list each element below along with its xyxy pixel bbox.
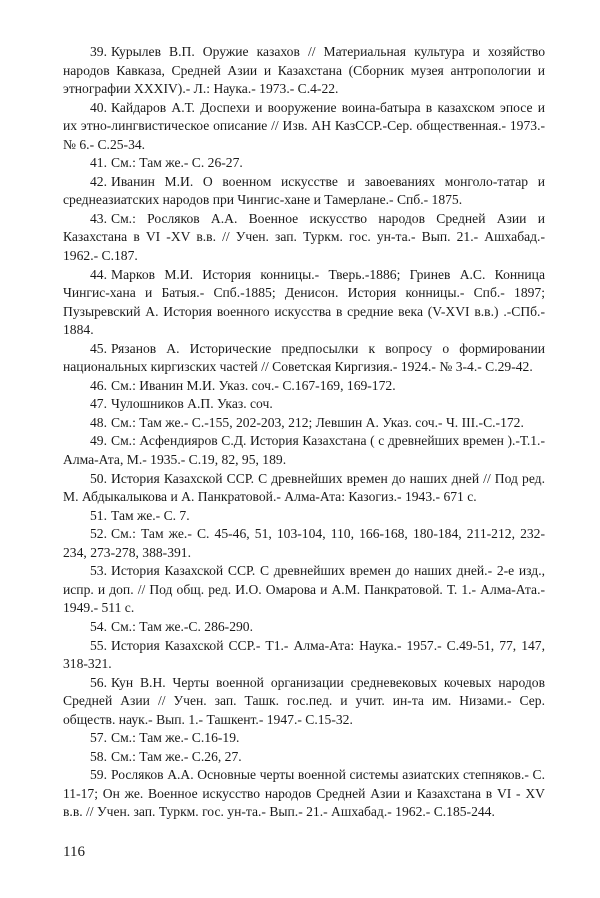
note-number: 46. bbox=[90, 377, 107, 393]
endnote-53 bbox=[63, 562, 545, 618]
note-number: 51. bbox=[90, 507, 107, 523]
endnote-55 bbox=[63, 637, 545, 674]
note-text: Кайдаров А.Т. Доспехи и вооружение воина-батыра в казахском эпосе и их этно-лингвистическое описание // Изв. АН КазССР.-Сер. общественная.- 1973.- № 6.- С.25-34. bbox=[63, 99, 545, 152]
note-number: 43. bbox=[90, 210, 107, 226]
note-number: 57. bbox=[90, 730, 107, 746]
note-number: 44. bbox=[90, 266, 107, 282]
note-text: Курылев В.П. Оружие казахов // Материальная культура и хозяйство народов Кавказа, Средней Азии и Казахстана (Сборник музея антропологии и этнографии XXXIV).- Л.: Наука.- 1973.- С.4-22. bbox=[63, 44, 545, 97]
note-number: 41. bbox=[90, 155, 107, 171]
endnote-45 bbox=[63, 340, 545, 377]
endnote-52 bbox=[63, 525, 545, 562]
note-text: Росляков А.А. Основные черты военной системы азиатских степняков.- С. 11-17; Он же. Военное искусство народов Средней Азии и Казахстана в VI - XV в.в. // Учен. зап. Туркм. гос. ун-та.- Вып.- 21.- Ашхабад.- 1962.- С.185-244. bbox=[63, 767, 545, 820]
page-number: 116 bbox=[63, 844, 85, 860]
endnote-48 bbox=[63, 414, 545, 433]
note-number: 56. bbox=[90, 674, 107, 690]
endnote-54 bbox=[63, 618, 545, 637]
endnote-57 bbox=[63, 729, 545, 748]
note-number: 39. bbox=[90, 44, 107, 59]
note-number: 53. bbox=[90, 563, 107, 579]
note-text: История Казахской ССР. С древнейших времен до наших дней // Под ред. М. Абдыкалыкова и А. Панкратовой.- Алма-Ата: Казогиз.- 1943.- 671 с. bbox=[63, 470, 545, 505]
note-number: 45. bbox=[90, 340, 107, 356]
note-number: 49. bbox=[90, 433, 107, 449]
note-number: 40. bbox=[90, 99, 107, 115]
endnote-47 bbox=[63, 395, 545, 414]
endnote-44 bbox=[63, 266, 545, 340]
note-text: См.: Иванин М.И. Указ. соч.- С.167-169, 169-172. bbox=[111, 377, 396, 393]
note-text: См.: Асфендияров С.Д. История Казахстана ( с древнейших времен ).-Т.1.- Алма-Ата, М.- 1935.- С.19, 82, 95, 189. bbox=[63, 433, 545, 468]
note-number: 47. bbox=[90, 396, 107, 412]
note-number: 52. bbox=[90, 526, 107, 542]
note-text: Чулошников А.П. Указ. соч. bbox=[111, 396, 273, 412]
endnote-49 bbox=[63, 432, 545, 469]
note-text: История Казахской ССР. С древнейших времен до наших дней.- 2-е изд., испр. и доп. // Под общ. ред. И.О. Омарова и А.М. Панкратовой. Т. 1.- Алма-Ата.- 1949.- 511 с. bbox=[63, 563, 545, 616]
note-number: 58. bbox=[90, 748, 107, 764]
endnote-50 bbox=[63, 470, 545, 507]
note-text: См.: Там же.- С.-155, 202-203, 212; Левшин А. Указ. соч.- Ч. III.-С.-172. bbox=[111, 414, 524, 430]
endnote-56 bbox=[63, 674, 545, 730]
note-number: 50. bbox=[90, 470, 107, 486]
note-number: 48. bbox=[90, 414, 107, 430]
note-text: См.: Росляков А.А. Военное искусство народов Средней Азии и Казахстана в VI -XV в.в. // Учен. зап. Туркм. гос. ун-та.- Вып. 21.- Ашхабад.- 1962.- С.187. bbox=[63, 210, 545, 264]
note-number: 55. bbox=[90, 637, 107, 653]
note-text: Там же.- С. 7. bbox=[111, 507, 190, 523]
note-text: См.: Там же.- С. 45-46, 51, 103-104, 110, 166-168, 180-184, 211-212, 232-234, 273-278, 388-391. bbox=[63, 526, 545, 560]
endnote-41 bbox=[63, 154, 545, 173]
endnote-51 bbox=[63, 507, 545, 526]
note-text: См.: Там же.- С. 26-27. bbox=[111, 155, 243, 171]
endnotes-list bbox=[63, 43, 545, 822]
note-text: См.: Там же.- С.16-19. bbox=[111, 730, 240, 746]
note-number: 42. bbox=[90, 173, 107, 189]
endnote-40 bbox=[63, 99, 545, 155]
note-text: Рязанов А. Исторические предпосылки к вопросу о формировании национальных киргизских частей // Советская Киргизия.- 1924.- № 3-4.- С.29-42. bbox=[63, 340, 545, 375]
note-text: Марков М.И. История конницы.- Тверь.-1886; Гринев А.С. Конница Чингис-хана и Батыя.- Спб.-1885; Денисон. История конницы.- Спб.- 1897; Пузыревский А. История военного искусства в средние века (V-XVI в.в.) .-СПб.- 1884. bbox=[63, 266, 545, 338]
note-text: См.: Там же.-С. 286-290. bbox=[111, 618, 253, 634]
endnote-58 bbox=[63, 748, 545, 767]
endnote-43 bbox=[63, 210, 545, 266]
endnote-39 bbox=[63, 43, 545, 99]
note-text: См.: Там же.- С.26, 27. bbox=[111, 748, 242, 764]
endnote-46 bbox=[63, 377, 545, 396]
note-text: История Казахской ССР.- Т1.- Алма-Ата: Наука.- 1957.- С.49-51, 77, 147, 318-321. bbox=[63, 637, 545, 672]
note-number: 54. bbox=[90, 618, 107, 634]
note-text: Кун В.Н. Черты военной организации средневековых кочевых народов Средней Азии // Учен. зап. Ташк. гос.пед. и учит. ин-та им. Низами.- Сер. обществ. наук.- Вып. 1.- Ташкент.- 1947.- С.15-32. bbox=[63, 674, 545, 727]
endnote-42 bbox=[63, 173, 545, 210]
note-number: 59. bbox=[90, 767, 107, 783]
endnote-59 bbox=[63, 766, 545, 822]
note-text: Иванин М.И. О военном искусстве и завоеваниях монголо-татар и среднеазиатских народов при Чингис-хане и Тамерлане.- Спб.- 1875. bbox=[63, 173, 545, 208]
